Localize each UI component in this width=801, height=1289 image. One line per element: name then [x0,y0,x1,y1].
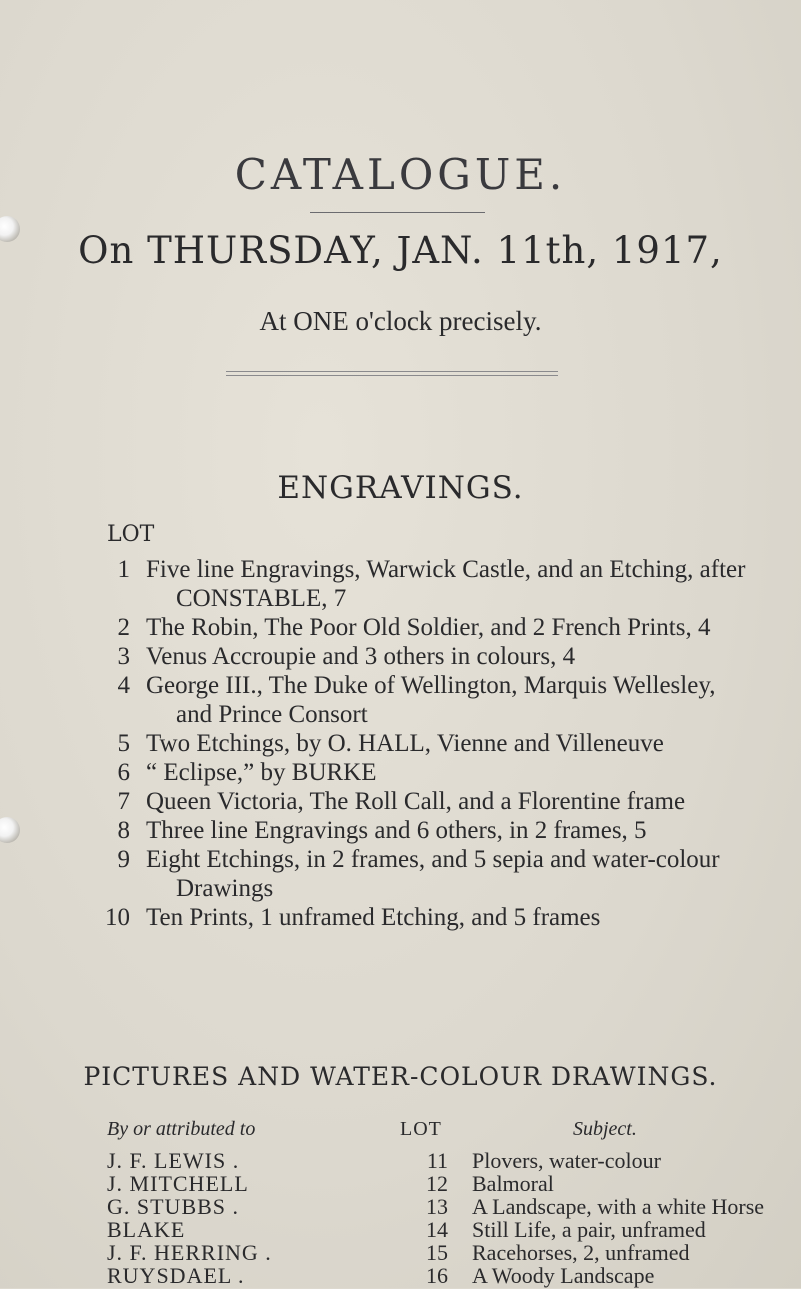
subject: Still Life, a pair, unframed [472,1217,706,1242]
lot-column-header: LOT [400,1118,442,1140]
subject-column-header: Subject. [573,1118,637,1140]
lot-number: 1 [117,556,130,583]
lot-number: 10 [105,904,130,931]
subject: Balmoral [472,1171,554,1196]
lot-number: 15 [426,1240,448,1265]
subject: A Landscape, with a white Horse [472,1194,765,1219]
binding-hole-bottom [0,817,20,843]
sale-date: On THURSDAY, JAN. 11th, 1917, [78,229,723,272]
lot-number: 11 [426,1148,448,1173]
lot-number: 16 [426,1263,448,1288]
lot-description-continued: and Prince Consort [176,701,368,728]
engravings-heading: ENGRAVINGS. [277,470,524,506]
lot-description: Venus Accroupie and 3 others in colours, 4 [146,643,576,670]
lot-number: 13 [426,1194,448,1219]
lot-number: 4 [117,672,130,699]
artist-name: J. F. HERRING . [107,1240,272,1265]
lot-number: 6 [117,759,130,786]
title-rule [310,212,485,213]
lot-number: 14 [426,1217,448,1242]
section-divider [226,371,558,372]
artist-name: BLAKE [107,1217,186,1242]
lot-column-label: LOT [107,522,155,547]
artist-name: J. F. LEWIS . [107,1148,240,1173]
subject: Racehorses, 2, unframed [472,1240,690,1265]
lot-number: 5 [117,730,130,757]
catalogue-title: CATALOGUE. [234,150,567,199]
sale-time: At ONE o'clock precisely. [259,306,542,336]
artist-name: G. STUBBS . [107,1194,240,1219]
artist-column-header: By or attributed to [107,1118,256,1140]
lot-description: “ Eclipse,” by BURKE [146,759,377,786]
lot-description: George III., The Duke of Wellington, Marquis Wellesley, [146,672,716,699]
lot-number: 7 [117,788,130,815]
lot-description-continued: Drawings [176,875,274,902]
section-divider-2 [226,375,558,376]
lot-description: Two Etchings, by O. HALL, Vienne and Villeneuve [146,730,664,757]
subject: A Woody Landscape [472,1263,655,1288]
lot-number: 2 [117,614,130,641]
lot-description: Five line Engravings, Warwick Castle, and an Etching, after [146,556,746,583]
artist-name: J. MITCHELL [107,1171,249,1196]
lot-description: Eight Etchings, in 2 frames, and 5 sepia and water-colour [146,846,720,873]
lot-number: 8 [117,817,130,844]
lot-description: Queen Victoria, The Roll Call, and a Florentine frame [146,788,686,815]
lot-number: 9 [117,846,130,873]
subject: Plovers, water-colour [472,1148,661,1173]
lot-description: Three line Engravings and 6 others, in 2 frames, 5 [146,817,647,844]
artist-name: RUYSDAEL . [107,1263,245,1288]
lot-number: 12 [426,1171,448,1196]
lot-description: Ten Prints, 1 unframed Etching, and 5 frames [146,904,601,931]
lot-description-continued: CONSTABLE, 7 [176,585,347,612]
lot-description: The Robin, The Poor Old Soldier, and 2 French Prints, 4 [146,614,711,641]
lot-number: 3 [117,643,130,670]
pictures-heading: PICTURES AND WATER-COLOUR DRAWINGS. [83,1062,718,1091]
